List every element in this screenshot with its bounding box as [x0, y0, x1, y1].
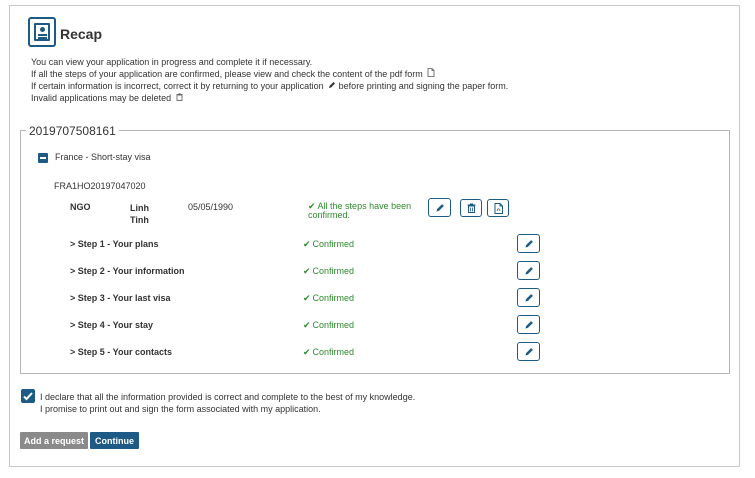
delete-application-button[interactable]	[460, 199, 482, 217]
trash-icon	[176, 92, 183, 104]
chevron-right-icon: >	[70, 320, 78, 330]
intro-line-4: Invalid applications may be deleted	[31, 92, 508, 104]
pencil-icon	[524, 347, 534, 357]
form-icon	[28, 17, 56, 47]
pencil-icon	[524, 293, 534, 303]
declaration-text: I declare that all the information provided is correct and complete to the best of my knowledge. I promise to print out and sign the form associated with my application.	[40, 392, 416, 414]
edit-step-1-button[interactable]	[517, 234, 540, 253]
chevron-right-icon: >	[70, 239, 78, 249]
step-4-toggle[interactable]: > Step 4 - Your stay	[70, 320, 153, 330]
application-number: 2019707508161	[26, 124, 119, 138]
check-icon: ✔	[303, 239, 311, 249]
pencil-icon	[328, 80, 336, 92]
step-1-status: ✔ Confirmed	[303, 239, 355, 249]
trash-icon	[467, 203, 476, 213]
intro-line-2: If all the steps of your application are confirmed, please view and check the content of the pdf form	[31, 68, 508, 80]
collapse-toggle[interactable]	[38, 153, 48, 163]
check-icon: ✔	[303, 266, 311, 276]
reference-number: FRA1HO20197047020	[54, 181, 146, 191]
check-icon: ✔	[308, 201, 316, 211]
step-3-status: ✔ Confirmed	[303, 293, 355, 303]
applicant-birth-date: 05/05/1990	[188, 202, 234, 212]
pdf-icon	[494, 203, 503, 214]
application-status: ✔ All the steps have been confirmed.	[308, 201, 412, 220]
edit-step-2-button[interactable]	[517, 261, 540, 280]
chevron-right-icon: >	[70, 266, 78, 276]
page-title: Recap	[60, 26, 103, 42]
step-5-toggle[interactable]: > Step 5 - Your contacts	[70, 347, 172, 357]
check-icon: ✔	[303, 347, 311, 357]
continue-button[interactable]: Continue	[90, 432, 139, 449]
edit-step-3-button[interactable]	[517, 288, 540, 307]
visa-type: France - Short-stay visa	[55, 152, 151, 162]
step-5-status: ✔ Confirmed	[303, 347, 355, 357]
intro-text	[31, 56, 508, 104]
step-1-toggle[interactable]: > Step 1 - Your plans	[70, 239, 159, 249]
step-3-toggle[interactable]: > Step 3 - Your last visa	[70, 293, 171, 303]
applicant-given-names: Linh Tinh	[130, 203, 149, 225]
check-icon: ✔	[303, 320, 311, 330]
application-fieldset	[20, 130, 730, 374]
step-4-status: ✔ Confirmed	[303, 320, 355, 330]
edit-step-4-button[interactable]	[517, 315, 540, 334]
pencil-icon	[524, 320, 534, 330]
step-2-toggle[interactable]: > Step 2 - Your information	[70, 266, 185, 276]
edit-step-5-button[interactable]	[517, 342, 540, 361]
intro-line-1: You can view your application in progress and complete it if necessary.	[31, 57, 313, 67]
edit-application-button[interactable]	[428, 198, 451, 217]
chevron-right-icon: >	[70, 293, 78, 303]
step-2-status: ✔ Confirmed	[303, 266, 355, 276]
declaration-checkbox[interactable]	[21, 389, 35, 403]
checkmark-icon	[21, 389, 35, 403]
check-icon: ✔	[303, 293, 311, 303]
pencil-icon	[524, 266, 534, 276]
applicant-surname: NGO	[70, 202, 91, 212]
chevron-right-icon: >	[70, 347, 78, 357]
intro-line-3: If certain information is incorrect, correct it by returning to your application before printing and signing the paper form.	[31, 81, 509, 91]
pencil-icon	[524, 239, 534, 249]
add-request-button[interactable]: Add a request	[20, 432, 88, 449]
recap-panel	[9, 5, 740, 467]
pdf-icon	[427, 68, 435, 80]
pencil-icon	[435, 203, 445, 213]
pdf-form-button[interactable]	[487, 199, 509, 217]
